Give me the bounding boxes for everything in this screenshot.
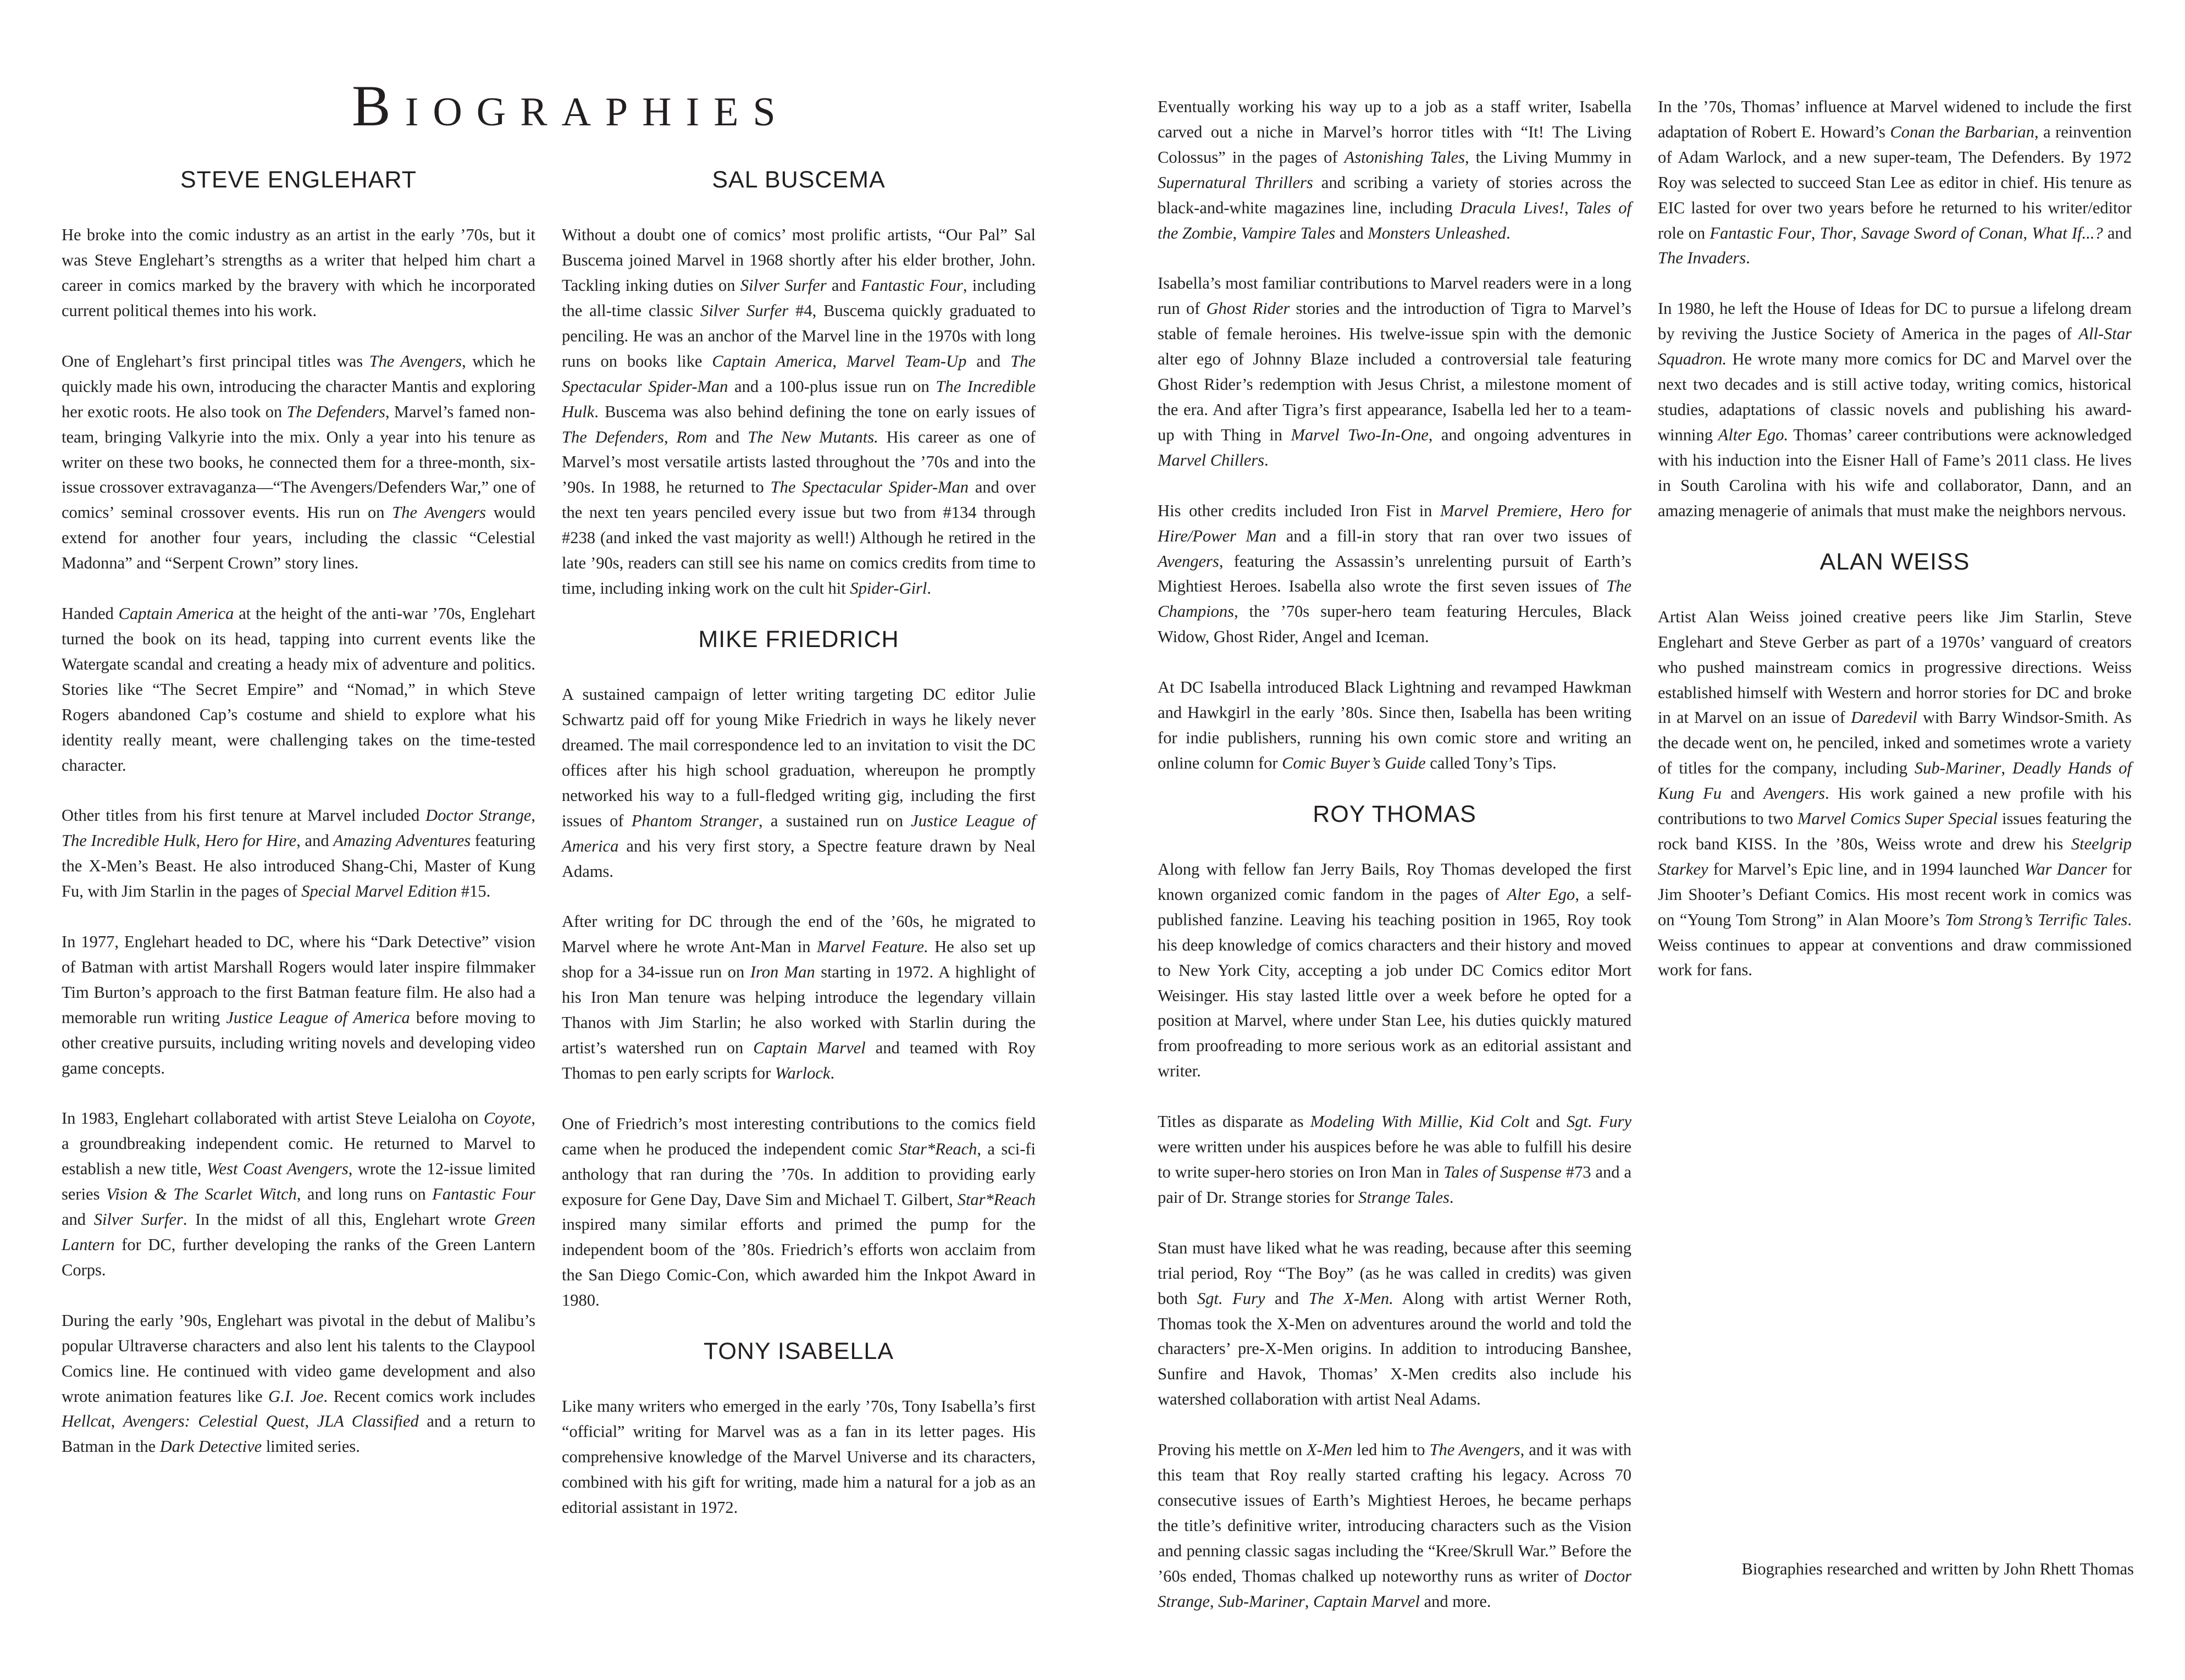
bio-heading-sal-buscema: SAL BUSCEMA xyxy=(712,167,886,193)
englehart-paragraph-3: Handed Captain America at the height of the anti-war ’70s, Englehart turned the book on its head, tapping into current events like the Watergate scandal and creating a heady mix of adventure and politics. Stories like “The Secret Empire” and “Nomad,” in which Steve Rogers abandoned Cap’s costume and shield to explore what his identity really meant, were challenging takes on the time-tested character. xyxy=(62,604,535,775)
thomas-paragraph-5: In the ’70s, Thomas’ influence at Marvel widened to include the first adaptation of Robert E. Howard’s Conan the Barbarian, a reinvention of Adam Warlock, and a new super-team, The Defenders. By 1972 Roy was selected to succeed Stan Lee as editor in chief. His tenure as EIC lasted for over two years before he returned to his writer/editor role on Fantastic Four, Thor, Savage Sword of Conan, What If...? and The Invaders. xyxy=(1658,97,2132,268)
bio-heading-roy-thomas: ROY THOMAS xyxy=(1313,800,1476,827)
thomas-paragraph-4: Proving his mettle on X-Men led him to The Avengers, and it was with this team that Roy really started crafting his legacy. Across 70 consecutive issues of Earth’s Mightiest Heroes, he became perhaps the title’s definitive writer, introducing characters such as the Vision and penning classic sagas including the “Kree/Skrull War.” Before the ’60s ended, Thomas chalked up noteworthy runs as writer of Doctor Strange, Sub-Mariner, Captain Marvel and more. xyxy=(1158,1440,1631,1611)
thomas-paragraph-1: Along with fellow fan Jerry Bails, Roy Thomas developed the first known organized comic fandom in the pages of Alter Ego, a self-published fanzine. Leaving his teaching position in 1965, Roy took his deep knowledge of comics characters and their history and moved to New York City, accepting a job under DC Comics editor Mort Weisinger. His stay lasted little over a week before he opted for a position at Marvel, where under Stan Lee, his duties quickly matured from proofreading to more serious work as an editorial assistant and writer. xyxy=(1158,860,1631,1081)
column-4 xyxy=(1658,95,2132,1008)
bio-heading-alan-weiss: ALAN WEISS xyxy=(1819,548,1970,575)
isabella-paragraph-5: At DC Isabella introduced Black Lightning and revamped Hawkman and Hawkgirl in the early ’80s. Since then, Isabella has been writing for indie publishers, running his own comic store and writing an online column for Comic Buyer’s Guide called Tony’s Tips. xyxy=(1158,678,1631,772)
thomas-paragraph-6: In 1980, he left the House of Ideas for DC to pursue a lifelong dream by reviving the Justice Society of America in the pages of All-Star Squadron. He wrote many more comics for DC and Marvel over the next two decades and is still active today, writing comics, historical studies, adaptations of classic novels and publishing his award-winning Alter Ego. Thomas’ career contributions were acknowledged with his induction into the Eisner Hall of Fame’s 2011 class. He lives in South Carolina with his wife and collaborator, Dann, and an amazing menagerie of animals that must make the neighbors nervous. xyxy=(1658,299,2132,520)
friedrich-paragraph-1: A sustained campaign of letter writing targeting DC editor Julie Schwartz paid off for young Mike Friedrich in ways he likely never dreamed. The mail correspondence led to an invitation to visit the DC offices after his high school graduation, whereupon he promptly networked his way to a full-fledged writing gig, including the first issues of Phantom Stranger, a sustained run on Justice League of America and his very first story, a Spectre feature drawn by Neal Adams. xyxy=(562,685,1036,881)
thomas-paragraph-3: Stan must have liked what he was reading, because after this seeming trial period, Roy “The Boy” (as he was called in credits) was given both Sgt. Fury and The X-Men. Along with artist Werner Roth, Thomas took the X-Men on adventures around the world and told the characters’ pre-X-Men origins. In addition to introducing Banshee, Sunfire and Havok, Thomas’ X-Men credits also include his watershed collaboration with artist Neal Adams. xyxy=(1158,1238,1632,1409)
englehart-paragraph-1: He broke into the comic industry as an artist in the early ’70s, but it was Steve Englehart’s strengths as a writer that helped him chart a career in comics marked by the bravery with which he incorporated current political themes into his work. xyxy=(62,225,535,320)
friedrich-paragraph-2: After writing for DC through the end of the ’60s, he migrated to Marvel where he wrote Ant-Man in Marvel Feature. He also set up shop for a 34-issue run on Iron Man starting in 1972. A highlight of his Iron Man tenure was helping introduce the legendary villain Thanos with Jim Starlin; he also worked with Starlin during the artist’s watershed run on Captain Marvel and teamed with Roy Thomas to pen early scripts for Warlock. xyxy=(562,912,1036,1082)
page-title: Biographies xyxy=(352,74,790,138)
weiss-paragraph-1: Artist Alan Weiss joined creative peers like Jim Starlin, Steve Englehart and Steve Gerber as part of a 1970s’ vanguard of creators who pushed mainstream comics in progressive directions. Weiss established himself with Western and horror stories for DC and broke in at Marvel on an issue of Daredevil with Barry Windsor-Smith. As the decade went on, he penciled, inked and sometimes wrote a variety of titles for the company, including Sub-Mariner, Deadly Hands of Kung Fu and Avengers. His work gained a new profile with his contributions to two Marvel Comics Super Special issues featuring the rock band KISS. In the ’80s, Weiss wrote and drew his Steelgrip Starkey for Marvel’s Epic line, and in 1994 launched War Dancer for Jim Shooter’s Defiant Comics. His most recent work in comics was on “Young Tom Strong” in Alan Moore’s Tom Strong’s Terrific Tales. Weiss continues to appear at conventions and draw commissioned work for fans. xyxy=(1658,607,2132,980)
column-2 xyxy=(562,167,1036,1546)
englehart-paragraph-4: Other titles from his first tenure at Marvel included Doctor Strange, The Incredible Hulk, Hero for Hire, and Amazing Adventures featuring the X-Men’s Beast. He also introduced Shang-Chi, Master of Kung Fu, with Jim Starlin in the pages of Special Marvel Edition #15. xyxy=(62,806,536,901)
englehart-paragraph-6: In 1983, Englehart collaborated with artist Steve Leialoha on Coyote, a groundbreaking independent comic. He returned to Marvel to establish a new title, West Coast Avengers, wrote the 12-issue limited series Vision & The Scarlet Witch, and long runs on Fantastic Four and Silver Surfer. In the midst of all this, Englehart wrote Green Lantern for DC, further developing the ranks of the Green Lantern Corps. xyxy=(62,1109,535,1279)
isabella-paragraph-4: His other credits included Iron Fist in Marvel Premiere, Hero for Hire/Power Man and a fill-in story that ran over two issues of Avengers, featuring the Assassin’s unrelenting pursuit of Earth’s Mightiest Heroes. Isabella also wrote the first seven issues of The Champions, the ’70s super-hero team featuring Hercules, Black Widow, Ghost Rider, Angel and Iceman. xyxy=(1158,501,1631,646)
thomas-paragraph-2: Titles as disparate as Modeling With Millie, Kid Colt and Sgt. Fury were written under his auspices before he was able to fulfill his desire to write super-hero stories on Iron Man in Tales of Suspense #73 and a pair of Dr. Strange stories for Strange Tales. xyxy=(1158,1112,1632,1207)
credit-line: Biographies researched and written by John Rhett Thomas xyxy=(1741,1560,2134,1578)
isabella-paragraph-3: Isabella’s most familiar contributions to Marvel readers were in a long run of Ghost Rider stories and the introduction of Tigra to Marvel’s stable of female heroines. His twelve-issue spin with the demonic alter ego of Johnny Blaze included a controversial tale featuring Ghost Rider’s redemption with Jesus Christ, a milestone moment of the era. And after Tigra’s first appearance, Isabella led her to a team-up with Thing in Marvel Two-In-One, and ongoing adventures in Marvel Chillers. xyxy=(1158,274,1631,469)
buscema-paragraph-1: Without a doubt one of comics’ most prolific artists, “Our Pal” Sal Buscema joined Marvel in 1968 shortly after his elder brother, John. Tackling inking duties on Silver Surfer and Fantastic Four, including the all-time classic Silver Surfer #4, Buscema quickly graduated to penciling. He was an anchor of the Marvel line in the 1970s with long runs on books like Captain America, Marvel Team-Up and The Spectacular Spider-Man and a 100-plus issue run on The Incredible Hulk. Buscema was also behind defining the tone on early issues of The Defenders, Rom and The New Mutants. His career as one of Marvel’s most versatile artists lasted throughout the ’70s and into the ’90s. In 1988, he returned to The Spectacular Spider-Man and over the next ten years penciled every issue but two from #134 through #238 (and inked the vast majority as well!) Although he retired in the late ’90s, readers can still see his name on comics credits from time to time, including inking work on the cult hit Spider-Girl. xyxy=(562,225,1036,598)
isabella-paragraph-2: Eventually working his way up to a job as a staff writer, Isabella carved out a niche in Marvel’s horror titles with “It! The Living Colossus” in the pages of Astonishing Tales, the Living Mummy in Supernatural Thrillers and scribing a variety of stories across the black-and-white magazines line, including Dracula Lives!, Tales of the Zombie, Vampire Tales and Monsters Unleashed. xyxy=(1158,97,1631,242)
isabella-paragraph-1: Like many writers who emerged in the early ’70s, Tony Isabella’s first “official” writing for Marvel was as a fan in its letter pages. His comprehensive knowledge of the Marvel Universe and its characters, combined with his gift for writing, made him a natural for a job as an editorial assistant in 1972. xyxy=(562,1397,1036,1517)
englehart-paragraph-5: In 1977, Englehart headed to DC, where his “Dark Detective” vision of Batman with artist Marshall Rogers would later inspire filmmaker Tim Burton’s approach to the first Batman feature film. He also had a memorable run writing Justice League of America before moving to other creative pursuits, including writing novels and developing video game concepts. xyxy=(62,932,535,1077)
englehart-paragraph-2: One of Englehart’s first principal titles was The Avengers, which he quickly made his own, introducing the character Mantis and exploring her exotic roots. He also took on The Defenders, Marvel’s famed non-team, bringing Valkyrie into the mix. Only a year into his tenure as writer on these two books, he connected them for a three-month, six-issue crossover extravaganza—“The Avengers/Defenders War,” one of comics’ seminal crossover events. His run on The Avengers would extend for another four years, including the classic “Celestial Madonna” and “Serpent Crown” story lines. xyxy=(62,351,536,573)
bio-heading-steve-englehart: STEVE ENGLEHART xyxy=(180,167,417,193)
englehart-paragraph-7: During the early ’90s, Englehart was pivotal in the debut of Malibu’s popular Ultraverse characters and also lent his talents to the Claypool Comics line. He continued with video game development and also wrote animation features like G.I. Joe. Recent comics work includes Hellcat, Avengers: Celestial Quest, JLA Classified and a return to Batman in the Dark Detective limited series. xyxy=(62,1311,536,1456)
friedrich-paragraph-3: One of Friedrich’s most interesting contributions to the comics field came when he produced the independent comic Star*Reach, a sci-fi anthology that ran during the ’70s. In addition to providing early exposure for Gene Day, Dave Sim and Michael T. Gilbert, Star*Reach inspired many similar efforts and primed the pump for the independent boom of the ’80s. Friedrich’s efforts won acclaim from the San Diego Comic-Con, which awarded him the Inkpot Award in 1980. xyxy=(562,1114,1036,1310)
column-1 xyxy=(62,167,535,1485)
bio-heading-mike-friedrich: MIKE FRIEDRICH xyxy=(698,626,899,653)
bio-heading-tony-isabella: TONY ISABELLA xyxy=(703,1338,894,1365)
column-3 xyxy=(1158,95,1631,1640)
